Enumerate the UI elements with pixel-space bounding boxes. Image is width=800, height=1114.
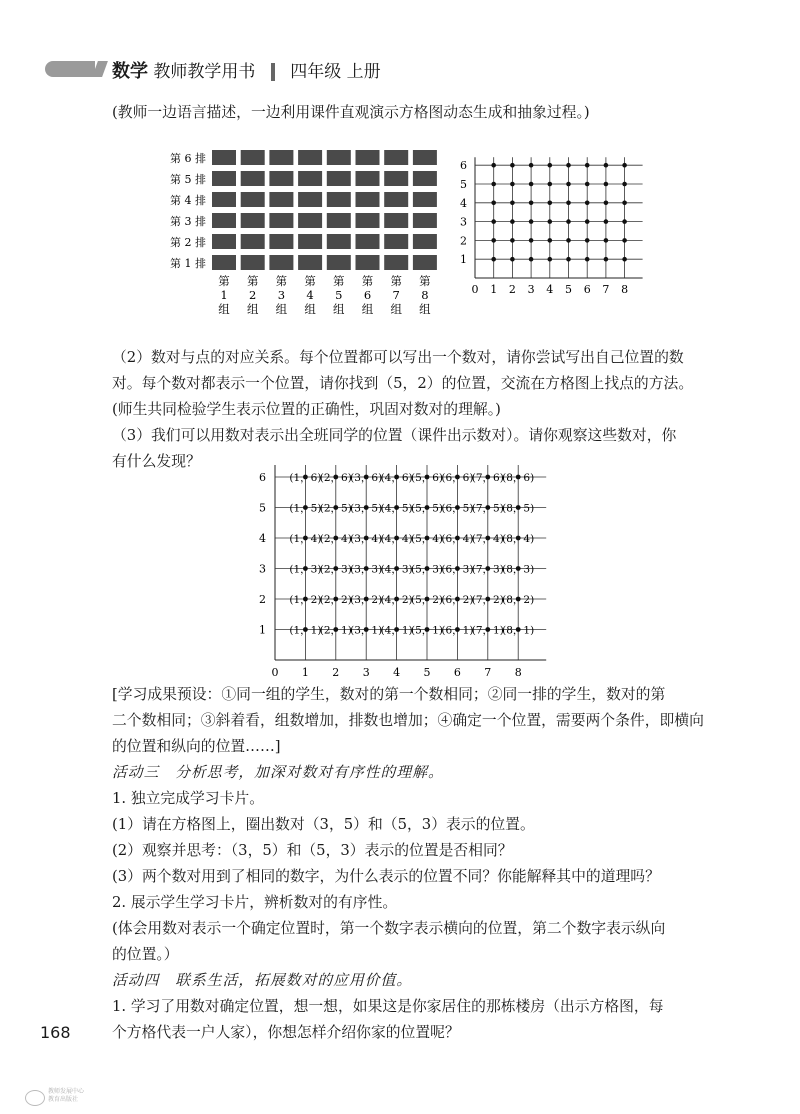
pair-grid-point-label: (3，5) xyxy=(350,502,383,515)
publisher-logo xyxy=(25,1090,45,1106)
pair-grid-x-tick: 7 xyxy=(484,666,492,677)
pair-grid-point-label: (5，3) xyxy=(410,563,444,576)
seat-desk xyxy=(212,192,236,207)
small-grid-y-tick: 4 xyxy=(460,196,467,210)
pair-grid-point-label: (8，5) xyxy=(502,502,535,515)
seat-desk xyxy=(212,213,236,228)
seat-group-label: 6 xyxy=(363,288,372,302)
seat-desk xyxy=(298,171,322,186)
pair-grid-y-tick: 6 xyxy=(259,471,266,484)
small-grid-point xyxy=(622,219,627,224)
seat-chart xyxy=(160,142,445,322)
pair-grid-x-tick: 2 xyxy=(332,666,340,677)
small-grid-x-tick: 2 xyxy=(508,283,516,295)
small-grid-point xyxy=(548,238,553,243)
pair-grid-chart xyxy=(255,462,560,677)
pair-grid-point-label: (2，1) xyxy=(319,624,352,637)
small-grid-y-tick: 3 xyxy=(460,215,467,229)
small-grid-point xyxy=(585,163,590,168)
small-grid-point xyxy=(604,182,609,187)
small-grid-point xyxy=(566,238,571,243)
seat-desk xyxy=(269,234,293,249)
small-grid-point xyxy=(491,201,496,206)
seat-desk xyxy=(212,234,236,249)
pair-grid-point-label: (7，2) xyxy=(471,594,504,606)
seat-desk xyxy=(298,234,322,249)
pair-grid-x-tick: 6 xyxy=(453,666,461,677)
pair-grid-point-label: (4，1) xyxy=(380,624,413,637)
seat-desk xyxy=(384,255,408,270)
seat-group-label: 第 xyxy=(390,274,402,288)
seat-group-label: 组 xyxy=(419,302,431,316)
seat-group-label: 组 xyxy=(361,302,374,316)
header-book: 教师教学用书 xyxy=(153,62,256,82)
small-grid-point xyxy=(566,163,571,168)
small-grid-x-tick: 0 xyxy=(471,283,479,295)
seat-desk xyxy=(269,150,293,165)
seat-desk xyxy=(413,234,437,249)
seat-desk xyxy=(356,150,380,165)
seat-group-label: 5 xyxy=(335,288,343,302)
pair-grid-point-label: (2，5) xyxy=(319,502,352,515)
small-grid-point xyxy=(548,182,553,187)
seat-group-label: 第 xyxy=(246,274,259,288)
pair-grid-point-label: (6，6) xyxy=(441,472,474,484)
preset-line1: [学习成果预设：①同一组的学生，数对的第一个数相同；②同一排的学生，数对的第 xyxy=(112,686,666,703)
seat-desk xyxy=(413,171,437,186)
pair-grid-point-label: (7，6) xyxy=(471,472,504,484)
small-grid-point xyxy=(548,219,553,224)
small-grid-point xyxy=(604,238,609,243)
seat-desk xyxy=(327,234,351,249)
small-grid-point xyxy=(510,163,515,168)
seat-desk xyxy=(241,192,265,207)
small-grid-point xyxy=(622,163,627,168)
pair-grid-x-tick: 4 xyxy=(393,666,401,677)
activity4-title: 活动四 联系生活，拓展数对的应用价值。 xyxy=(112,972,413,989)
pair-grid-point-label: (4，4) xyxy=(380,533,413,545)
seat-desk xyxy=(298,192,322,207)
act3-item5: 2. 展示学生学习卡片，辨析数对的有序性。 xyxy=(112,894,398,911)
pair-grid-x-tick: 1 xyxy=(301,666,309,677)
pair-grid-point-label: (1，2) xyxy=(289,594,322,606)
seat-desk xyxy=(413,150,437,165)
small-grid-x-tick: 8 xyxy=(621,283,629,295)
pair-grid-point-label: (3，2) xyxy=(350,594,383,606)
pair-grid-point-label: (7，1) xyxy=(471,624,504,637)
seat-group-label: 第 xyxy=(218,274,230,288)
pair-grid-point-label: (3，6) xyxy=(350,472,383,484)
seat-desk xyxy=(356,192,380,207)
seat-row-label: 第 6 排 xyxy=(170,152,206,165)
seat-desk xyxy=(298,255,322,270)
seat-desk xyxy=(241,255,265,270)
seat-desk xyxy=(327,150,351,165)
small-grid-point xyxy=(622,257,627,262)
small-grid-point xyxy=(491,257,496,262)
act3-item6-line1: (体会用数对表示一个确定位置时，第一个数字表示横向的位置，第二个数字表示纵向 xyxy=(112,920,666,937)
header-decor-bar xyxy=(45,61,95,77)
small-grid-point xyxy=(566,219,571,224)
seat-group-label: 第 xyxy=(304,274,316,288)
seat-row-label: 第 1 排 xyxy=(170,257,206,270)
seat-desk xyxy=(356,234,380,249)
small-grid-x-tick: 1 xyxy=(490,283,498,295)
seat-desk xyxy=(413,213,437,228)
pair-grid-point-label: (1，3) xyxy=(289,563,322,576)
seat-group-label: 第 xyxy=(275,274,288,288)
small-grid-point xyxy=(548,257,553,262)
small-grid-point xyxy=(585,238,590,243)
seat-group-label: 7 xyxy=(392,288,400,302)
act4-item1-line2: 个方格代表一户人家），你想怎样介绍你家的位置呢？ xyxy=(112,1024,460,1041)
pair-grid-point-label: (7，3) xyxy=(471,563,504,576)
small-grid-point xyxy=(510,201,515,206)
pair-grid-point-label: (1，5) xyxy=(289,502,322,515)
seat-desk xyxy=(356,171,380,186)
para3-line2: 有什么发现？ xyxy=(112,453,201,470)
seat-desk xyxy=(212,255,236,270)
activity3-title: 活动三 分析思考，加深对数对有序性的理解。 xyxy=(112,764,444,781)
pair-grid-point-label: (5，1) xyxy=(410,624,444,637)
pair-grid-x-tick: 8 xyxy=(514,666,522,677)
act4-item1-line1: 1. 学习了用数对确定位置，想一想，如果这是你家居住的那栋楼房（出示方格图，每 xyxy=(112,998,664,1015)
small-grid-point xyxy=(529,257,534,262)
small-grid-point xyxy=(491,182,496,187)
pair-grid-point-label: (5，6) xyxy=(410,472,444,484)
pair-grid-point-label: (8，4) xyxy=(502,533,535,545)
seat-desk xyxy=(269,255,293,270)
seat-desk xyxy=(241,171,265,186)
seat-row-label: 第 4 排 xyxy=(170,194,206,207)
seat-desk xyxy=(269,192,293,207)
pair-grid-point-label: (6，2) xyxy=(441,594,474,606)
seat-group-label: 组 xyxy=(304,302,316,316)
seat-desk xyxy=(384,192,408,207)
pair-grid-point-label: (5，2) xyxy=(410,594,444,606)
small-grid-y-tick: 2 xyxy=(460,234,467,248)
small-grid-point xyxy=(604,201,609,206)
small-grid-point xyxy=(585,219,590,224)
pair-grid-point-label: (7，4) xyxy=(471,533,504,545)
seat-group-label: 组 xyxy=(390,302,402,316)
seat-desk xyxy=(413,192,437,207)
pair-grid-x-tick: 5 xyxy=(423,666,431,677)
pair-grid-point-label: (5，4) xyxy=(410,533,444,545)
seat-group-label: 第 xyxy=(333,274,345,288)
pair-grid-point-label: (8，3) xyxy=(502,563,535,576)
seat-desk xyxy=(298,150,322,165)
small-grid-y-tick: 5 xyxy=(460,178,467,191)
intro-note: (教师一边语言描述，一边利用课件直观演示方格图动态生成和抽象过程。) xyxy=(112,104,590,121)
pair-grid-point-label: (7，5) xyxy=(471,502,504,515)
seat-desk xyxy=(327,213,351,228)
seat-desk xyxy=(384,150,408,165)
pair-grid-point-label: (4，3) xyxy=(380,563,413,576)
pair-grid-point-label: (4，2) xyxy=(380,594,413,606)
small-grid-point xyxy=(585,201,590,206)
small-grid-y-tick: 1 xyxy=(460,253,467,267)
seat-desk xyxy=(298,213,322,228)
seat-desk xyxy=(241,150,265,165)
seat-row-label: 第 5 排 xyxy=(170,173,206,186)
seat-desk xyxy=(212,171,236,186)
seat-group-label: 组 xyxy=(246,302,259,316)
small-grid-point xyxy=(529,238,534,243)
seat-group-label: 组 xyxy=(333,302,345,316)
small-grid-point xyxy=(529,201,534,206)
running-header xyxy=(112,57,381,83)
small-grid-point xyxy=(622,238,627,243)
header-separator xyxy=(271,63,275,81)
logo-text-line1: 教师发展中心 xyxy=(48,1088,85,1095)
para3-line1: （3）我们可以用数对表示出全班同学的位置（课件出示数对）。请你观察这些数对，你 xyxy=(112,427,677,444)
small-grid-point xyxy=(510,238,515,243)
pair-grid-point-label: (2，4) xyxy=(319,533,352,545)
pair-grid-point-label: (3，4) xyxy=(350,533,383,545)
pair-grid-point-label: (4，5) xyxy=(380,502,413,515)
small-grid-point xyxy=(566,257,571,262)
pair-grid-x-tick: 3 xyxy=(362,666,370,677)
act3-item4: (3）两个数对用到了相同的数字，为什么表示的位置不同？你能解释其中的道理吗？ xyxy=(112,868,660,885)
publisher-logo-text xyxy=(48,1088,84,1104)
pair-grid-point-label: (6，5) xyxy=(441,502,474,515)
small-grid xyxy=(455,150,650,295)
seat-group-label: 组 xyxy=(275,302,288,316)
header-subject: 数学 xyxy=(112,61,148,82)
pair-grid-point-label: (5，5) xyxy=(410,502,444,515)
small-grid-point xyxy=(585,257,590,262)
seat-desk xyxy=(241,213,265,228)
small-grid-point xyxy=(529,182,534,187)
small-grid-point xyxy=(604,163,609,168)
pair-grid-x-tick: 0 xyxy=(271,666,279,677)
seat-desk xyxy=(327,171,351,186)
small-grid-point xyxy=(566,201,571,206)
pair-grid-point-label: (6，1) xyxy=(441,624,474,637)
small-grid-point xyxy=(566,182,571,187)
pair-grid-point-label: (8，2) xyxy=(502,594,535,606)
seat-desk xyxy=(384,234,408,249)
small-grid-point xyxy=(622,182,627,187)
pair-grid-point-label: (8，1) xyxy=(502,624,535,637)
seat-group-label: 4 xyxy=(306,288,314,302)
small-grid-point xyxy=(604,219,609,224)
seat-desk xyxy=(413,255,437,270)
seat-desk xyxy=(269,171,293,186)
act3-item6-line2: 的位置。） xyxy=(112,946,179,963)
seat-row-label: 第 3 排 xyxy=(170,215,206,228)
page-number: 168 xyxy=(40,1023,71,1042)
pair-grid-y-tick: 3 xyxy=(259,562,266,576)
small-grid-point xyxy=(491,163,496,168)
pair-grid-y-tick: 5 xyxy=(259,501,266,515)
seat-group-label: 第 xyxy=(419,274,431,288)
small-grid-x-tick: 3 xyxy=(527,283,535,295)
small-grid-point xyxy=(529,219,534,224)
seat-desk xyxy=(327,192,351,207)
small-grid-point xyxy=(491,238,496,243)
pair-grid-point-label: (1，6) xyxy=(289,472,322,484)
seat-group-label: 8 xyxy=(421,288,429,302)
pair-grid-point-label: (4，6) xyxy=(380,472,413,484)
seat-group-label: 1 xyxy=(220,288,228,302)
seat-desk xyxy=(356,255,380,270)
act3-item3: (2）观察并思考：（3，5）和（5，3）表示的位置是否相同？ xyxy=(112,842,513,859)
pair-grid-point-label: (1，1) xyxy=(289,624,322,637)
logo-text-line2: 教育出版社 xyxy=(48,1096,79,1103)
para2: (师生共同检验学生表示位置的正确性，巩固对数对的理解。) xyxy=(112,401,501,418)
preset-line3: 的位置和纵向的位置……] xyxy=(112,738,281,755)
small-grid-point xyxy=(548,163,553,168)
para1-line2: 对。每个数对都表示一个位置，请你找到（5，2）的位置，交流在方格图上找点的方法。 xyxy=(112,375,694,392)
small-grid-y-tick: 6 xyxy=(460,159,467,173)
small-grid-point xyxy=(491,219,496,224)
seat-desk xyxy=(212,150,236,165)
pair-grid-point-label: (8，6) xyxy=(502,472,535,484)
seat-desk xyxy=(269,213,293,228)
pair-grid-point-label: (2，3) xyxy=(319,563,352,576)
small-grid-x-tick: 4 xyxy=(546,283,554,295)
small-grid-point xyxy=(548,201,553,206)
pair-grid-point-label: (3，1) xyxy=(350,624,383,637)
seat-group-label: 2 xyxy=(249,288,257,302)
small-grid-point xyxy=(510,182,515,187)
pair-grid-y-tick: 1 xyxy=(259,623,266,637)
small-grid-x-tick: 5 xyxy=(565,283,572,295)
pair-grid-point-label: (6，3) xyxy=(441,563,474,576)
preset-line2: 二个数相同；③斜着看，组数增加，排数也增加；④确定一个位置，需要两个条件，即横向 xyxy=(112,712,704,729)
small-grid-point xyxy=(510,257,515,262)
seat-group-label: 组 xyxy=(218,302,230,316)
header-grade: 四年级 上册 xyxy=(290,62,381,82)
pair-grid-point-label: (6，4) xyxy=(441,533,474,545)
pair-grid-point-label: (2，2) xyxy=(319,594,352,606)
pair-grid-point-label: (2，6) xyxy=(319,472,352,484)
seat-desk xyxy=(241,234,265,249)
small-grid-point xyxy=(510,219,515,224)
small-grid-point xyxy=(622,201,627,206)
seat-desk xyxy=(327,255,351,270)
pair-grid-y-tick: 4 xyxy=(259,532,266,545)
seat-desk xyxy=(384,171,408,186)
pair-grid-point-label: (1，4) xyxy=(289,533,322,545)
pair-grid-point-label: (3，3) xyxy=(350,563,383,576)
small-grid-point xyxy=(529,163,534,168)
small-grid-point xyxy=(585,182,590,187)
act3-item2: (1）请在方格图上，圈出数对（3，5）和（5，3）表示的位置。 xyxy=(112,816,535,833)
para1-line1: （2）数对与点的对应关系。每个位置都可以写出一个数对，请你尝试写出自己位置的数 xyxy=(112,349,684,366)
seat-desk xyxy=(356,213,380,228)
seat-group-label: 第 xyxy=(361,274,374,288)
small-grid-x-tick: 7 xyxy=(602,283,610,295)
pair-grid-y-tick: 2 xyxy=(259,593,266,606)
small-grid-point xyxy=(604,257,609,262)
seat-desk xyxy=(384,213,408,228)
act3-item1: 1. 独立完成学习卡片。 xyxy=(112,790,264,807)
seat-row-label: 第 2 排 xyxy=(170,236,206,249)
seat-group-label: 3 xyxy=(277,288,286,302)
small-grid-x-tick: 6 xyxy=(583,283,591,295)
